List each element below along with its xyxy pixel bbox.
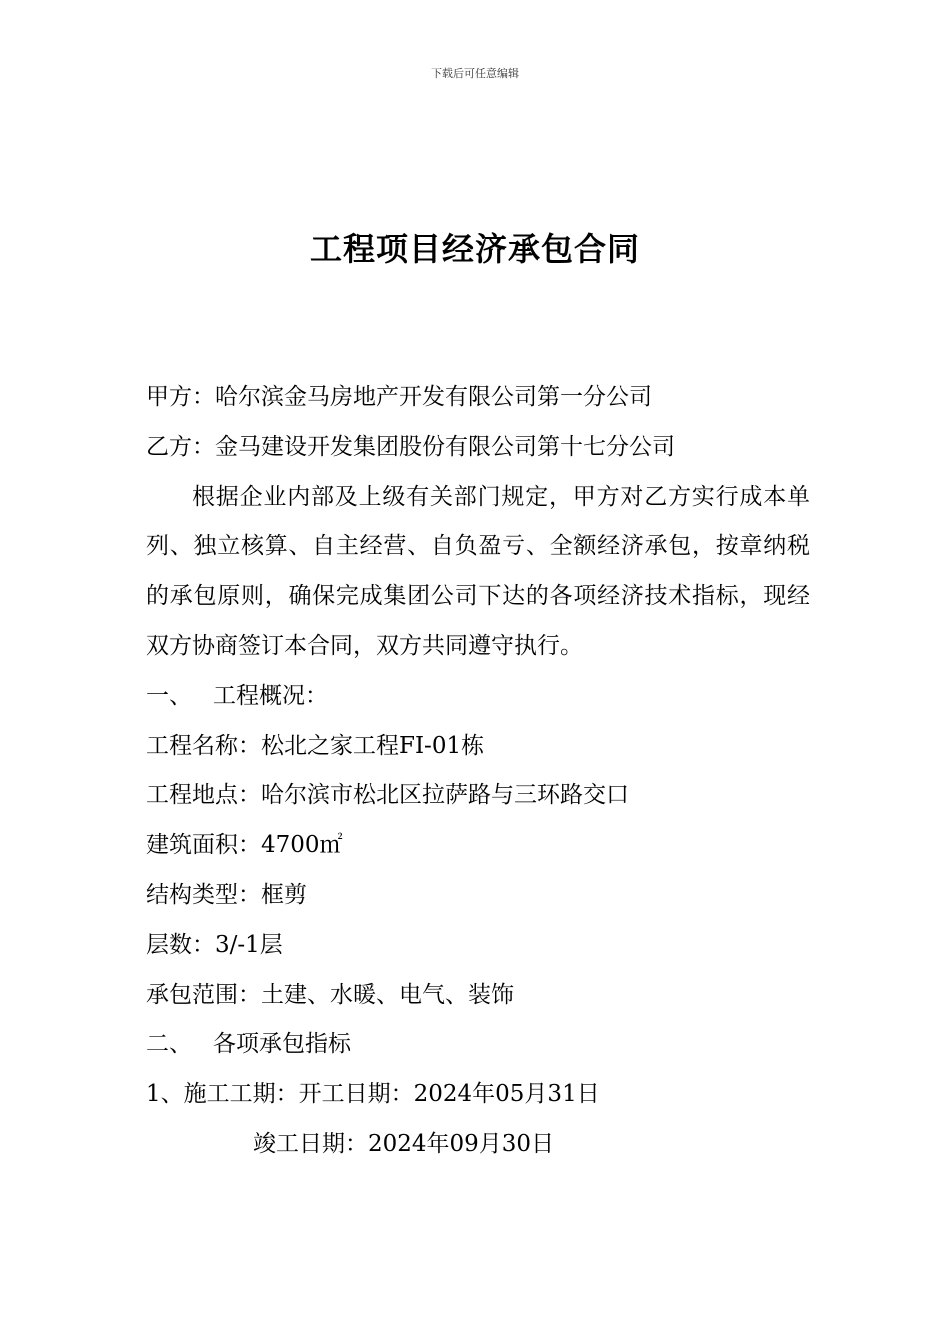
building-area: 建筑面积：4700㎡ [146, 832, 343, 859]
party-a: 甲方：哈尔滨金马房地产开发有限公司第一分公司 [146, 384, 652, 410]
document-body [146, 373, 810, 1170]
floor-count: 层数：3/-1层 [146, 931, 283, 958]
party-b: 乙方：金马建设开发集团股份有限公司第十七分公司 [146, 433, 675, 460]
construction-start-date: 1、施工工期：开工日期：2024年05月31日 [146, 1081, 600, 1108]
section-1-heading [146, 672, 810, 722]
section-2-number: 二、 [146, 1031, 192, 1058]
section-2-title: 各项承包指标 [213, 1031, 351, 1058]
header-note: 下载后可任意编辑 [431, 67, 519, 80]
construction-end-date: 竣工日期：2024年09月30日 [253, 1130, 555, 1157]
document-title: 工程项目经济承包合同 [309, 230, 640, 268]
intro-paragraph: 根据企业内部及上级有关部门规定，甲方对乙方实行成本单列、独立核算、自主经营、自负盈亏、全额经济承包，按章纳税的承包原则，确保完成集团公司下达的各项经济技术指标，现经双方协商签订本合同，双方共同遵守执行。 [146, 483, 810, 659]
contract-scope: 承包范围：土建、水暖、电气、装饰 [146, 981, 514, 1008]
structure-type: 结构类型：框剪 [146, 881, 307, 908]
section-1-number: 一、 [146, 682, 192, 709]
section-2-heading [146, 1020, 810, 1070]
project-location: 工程地点：哈尔滨市松北区拉萨路与三环路交口 [146, 782, 629, 809]
project-name: 工程名称：松北之家工程FI-01栋 [146, 732, 485, 759]
section-1-title: 工程概况： [213, 682, 328, 709]
